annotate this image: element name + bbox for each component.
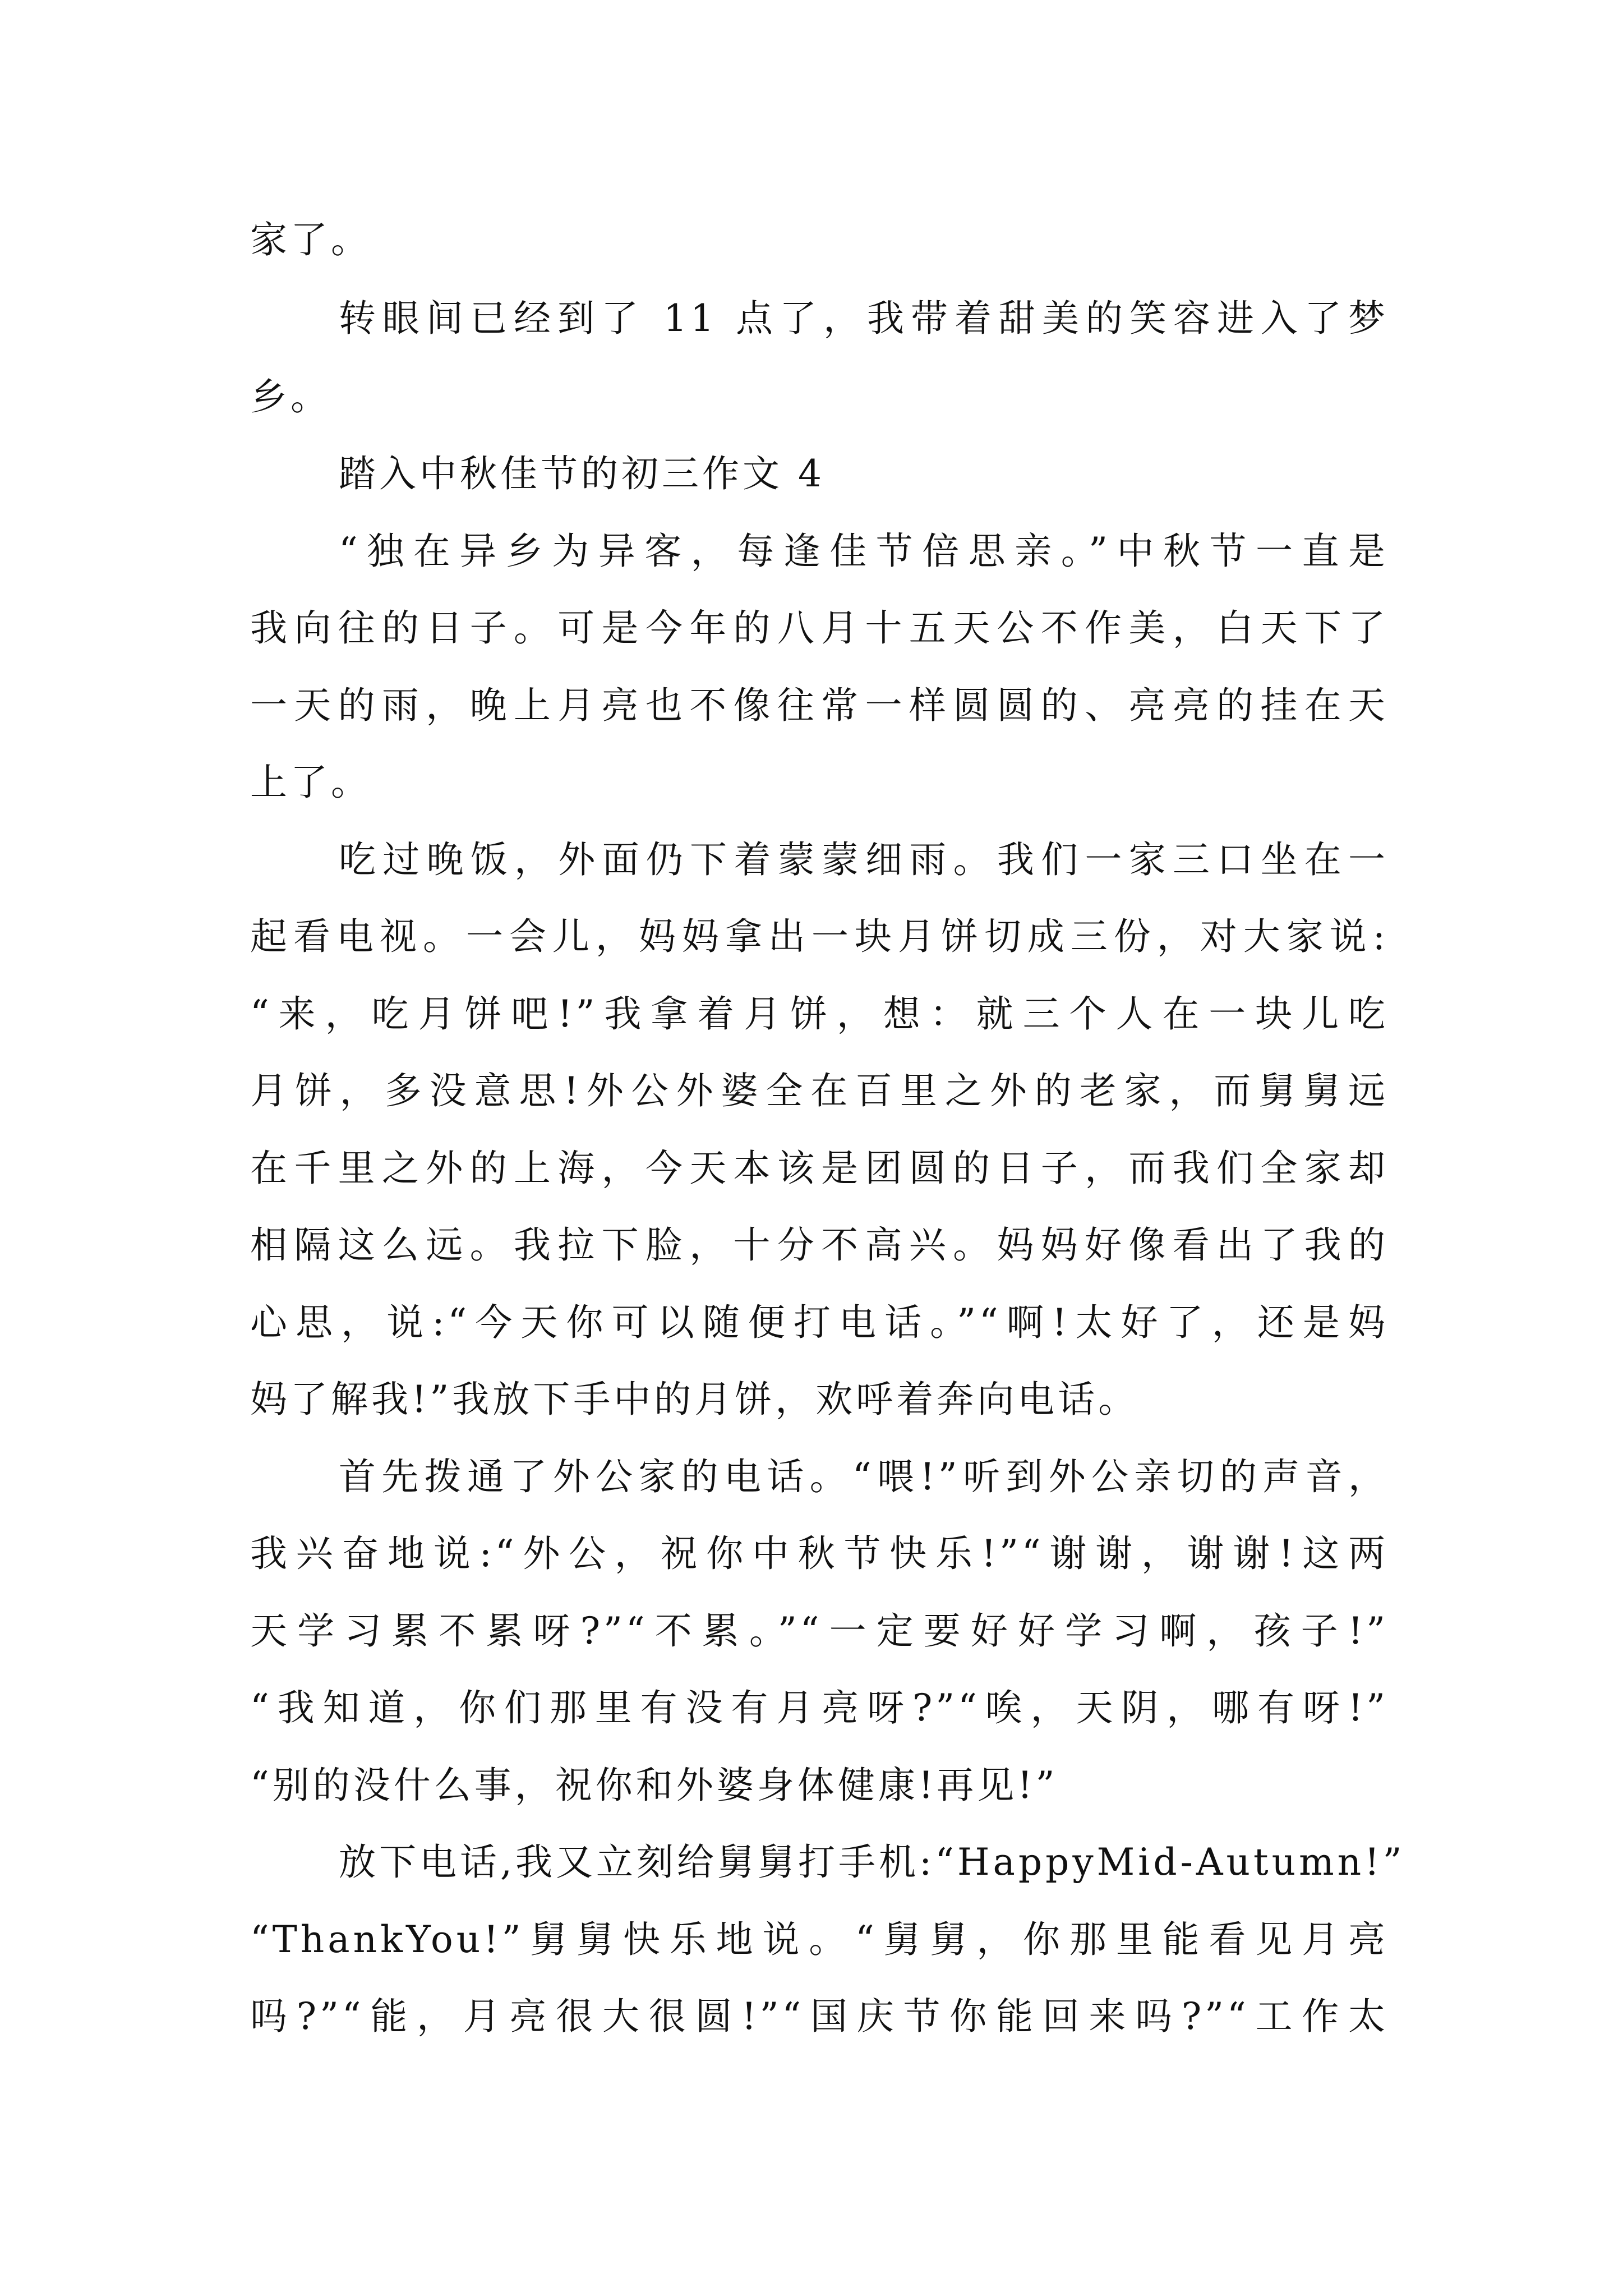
text-line-21: “别的没什么事，祝你和外婆身体健康!再见!”	[250, 1764, 1058, 1807]
text-line-20: “我知道，你们那里有没有月亮呀?”“唉，天阴，哪有呀!”	[250, 1686, 1389, 1729]
text-line-10: 起看电视。一会儿，妈妈拿出一块月饼切成三份，对大家说:	[250, 915, 1389, 958]
text-line-7: 一天的雨，晚上月亮也不像往常一样圆圆的、亮亮的挂在天	[250, 684, 1389, 727]
text-line-17: 首先拨通了外公家的电话。“喂!”听到外公亲切的声音，	[339, 1455, 1389, 1498]
section-heading: 踏入中秋佳节的初三作文 4	[339, 452, 825, 495]
text-line-23: “ThankYou!”舅舅快乐地说。“舅舅，你那里能看见月亮	[250, 1918, 1389, 1961]
text-line-13: 在千里之外的上海，今天本该是团圆的日子，而我们全家却	[250, 1147, 1389, 1190]
text-line-15: 心思，说:“今天你可以随便打电话。”“啊!太好了，还是妈	[250, 1301, 1389, 1344]
text-line-18: 我兴奋地说:“外公，祝你中秋节快乐!”“谢谢，谢谢!这两	[250, 1532, 1389, 1575]
text-line-1: 家了。	[250, 218, 371, 261]
text-line-14: 相隔这么远。我拉下脸，十分不高兴。妈妈好像看出了我的	[250, 1223, 1389, 1267]
text-line-16: 妈了解我!”我放下手中的月饼，欢呼着奔向电话。	[250, 1378, 1139, 1421]
text-line-3: 乡。	[250, 375, 331, 418]
text-line-24: 吗?”“能，月亮很大很圆!”“国庆节你能回来吗?”“工作太	[250, 1995, 1389, 2038]
text-line-12: 月饼，多没意思!外公外婆全在百里之外的老家，而舅舅远	[250, 1069, 1389, 1112]
text-line-2: 转眼间已经到了 11 点了，我带着甜美的笑容进入了梦	[339, 297, 1389, 340]
text-line-9: 吃过晚饭，外面仍下着蒙蒙细雨。我们一家三口坐在一	[339, 838, 1389, 881]
text-line-8: 上了。	[250, 761, 371, 804]
text-line-22: 放下电话,我又立刻给舅舅打手机:“HappyMid-Autumn!”	[339, 1841, 1405, 1884]
text-line-19: 天学习累不累呀?”“不累。”“一定要好好学习啊，孩子!”	[250, 1609, 1389, 1653]
text-line-5: “独在异乡为异客，每逢佳节倍思亲。”中秋节一直是	[339, 530, 1389, 573]
text-line-6: 我向往的日子。可是今年的八月十五天公不作美，白天下了	[250, 606, 1389, 650]
text-line-11: “来，吃月饼吧!”我拿着月饼，想：就三个人在一块儿吃	[250, 992, 1389, 1036]
